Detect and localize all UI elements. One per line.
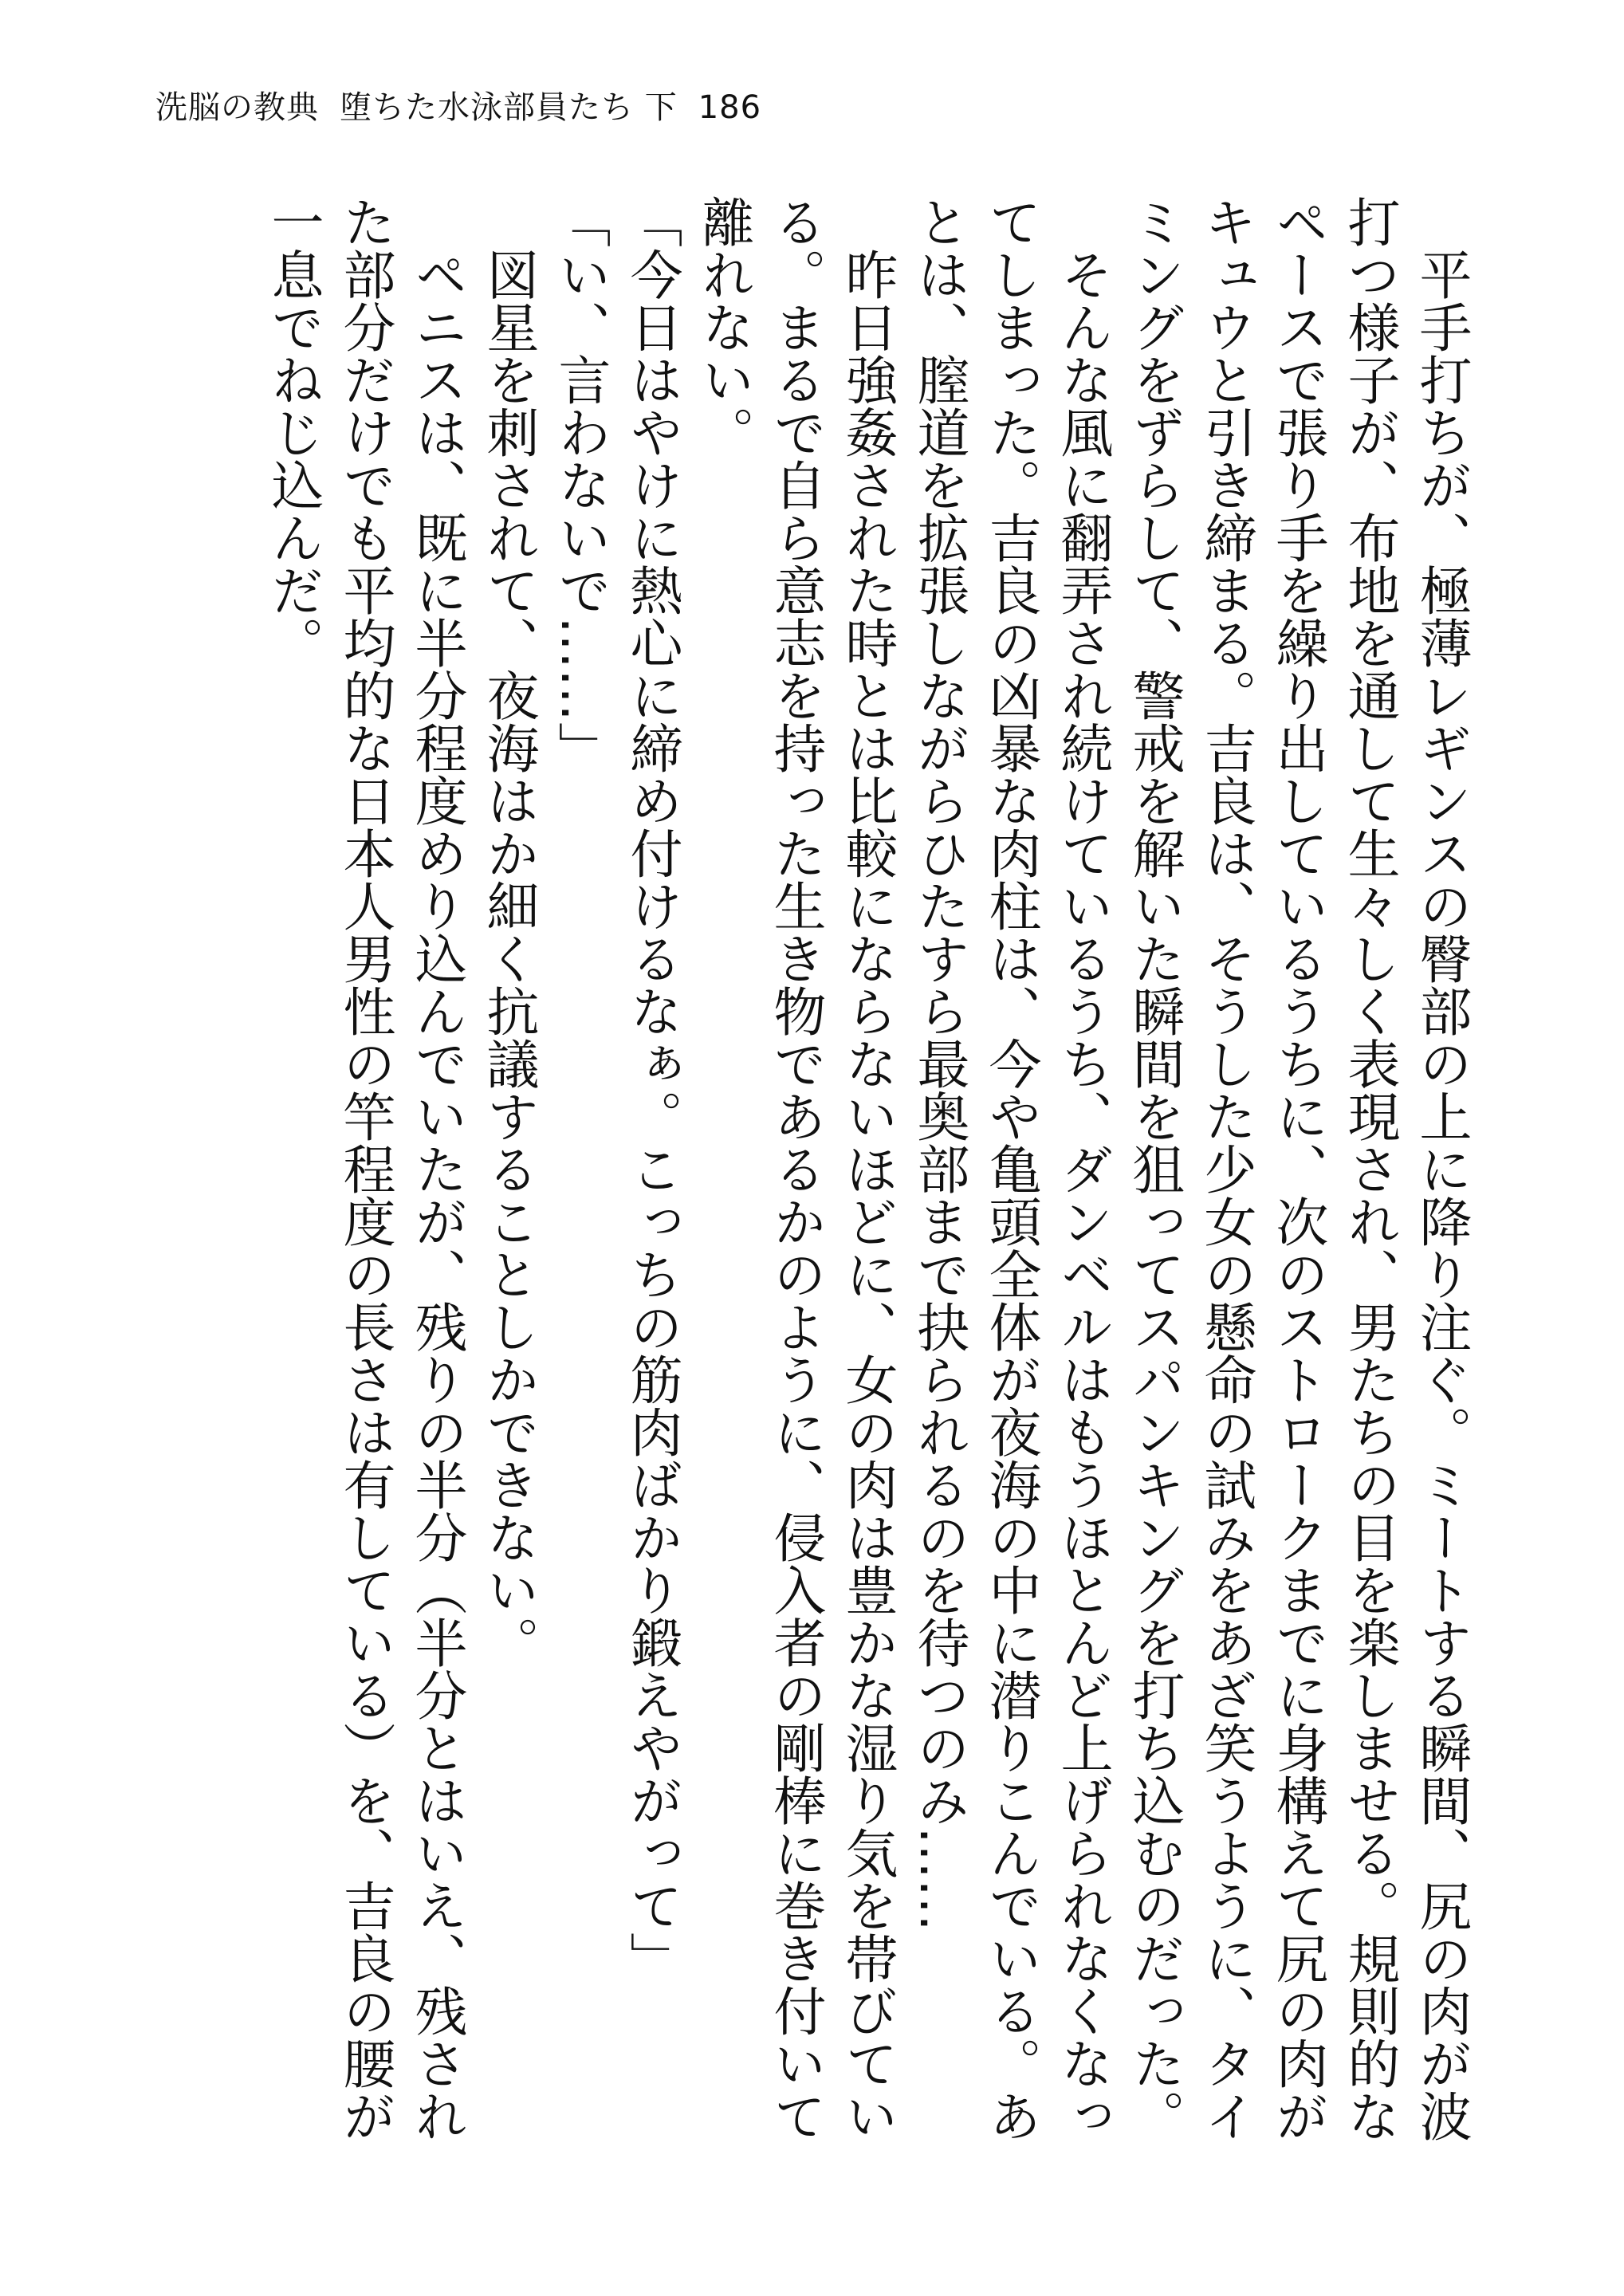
book-subtitle: 堕ちた水泳部員たち 下 [340,89,678,126]
paragraph: 図星を刺されて、夜海はか細く抗議することしかできない。 [478,248,539,1669]
dialog-line: 「今日はやけに熱心に締め付けるなぁ。こっちの筋肉ばかり鍛えやがって」 [621,195,682,1984]
paragraph: ペニスは、既に半分程度めり込んでいたが、残りの半分（半分とはいえ、残された部分だけでも平均的な日本人男性の竿程度の長さは有している）を、吉良の腰が一息でねじ込んだ。 [262,195,467,2142]
paragraph: 昨日強姦された時とは比較にならないほどに、女の肉は豊かな湿り気を帯びている。まるで自ら意志を持った生き物であるかのように、侵入者の剛棒に巻き付いて離れない。 [693,195,898,2142]
dialog-line: 「い、言わないで……」 [549,195,611,774]
running-header [155,89,762,126]
body-text [121,195,1477,2172]
book-title: 洗脳の教典 [155,89,319,126]
paragraph: 平手打ちが、極薄レギンスの臀部の上に降り注ぐ。ミートする瞬間、尻の肉が波打つ様子が、布地を通して生々しく表現され、男たちの目を楽しませる。規則的なペースで張り手を繰り出しているうちに、次のストロークまでに身構えて尻の肉がキュウと引き締まる。吉良は、そうした少女の懸命の試みをあざ笑うように、タイミングをずらして、警戒を解いた瞬間を狙ってスパンキングを打ち込むのだった。 [1123,195,1472,2142]
paragraph: そんな風に翻弄され続けているうち、ダンベルはもうほとんど上げられなくなってしまった。吉良の凶暴な肉柱は、今や亀頭全体が夜海の中に潜りこんでいる。あとは、膣道を拡張しながらひたすら最奥部まで抉られるのを待つのみ…… [908,195,1113,2142]
page-number: 186 [698,89,762,126]
